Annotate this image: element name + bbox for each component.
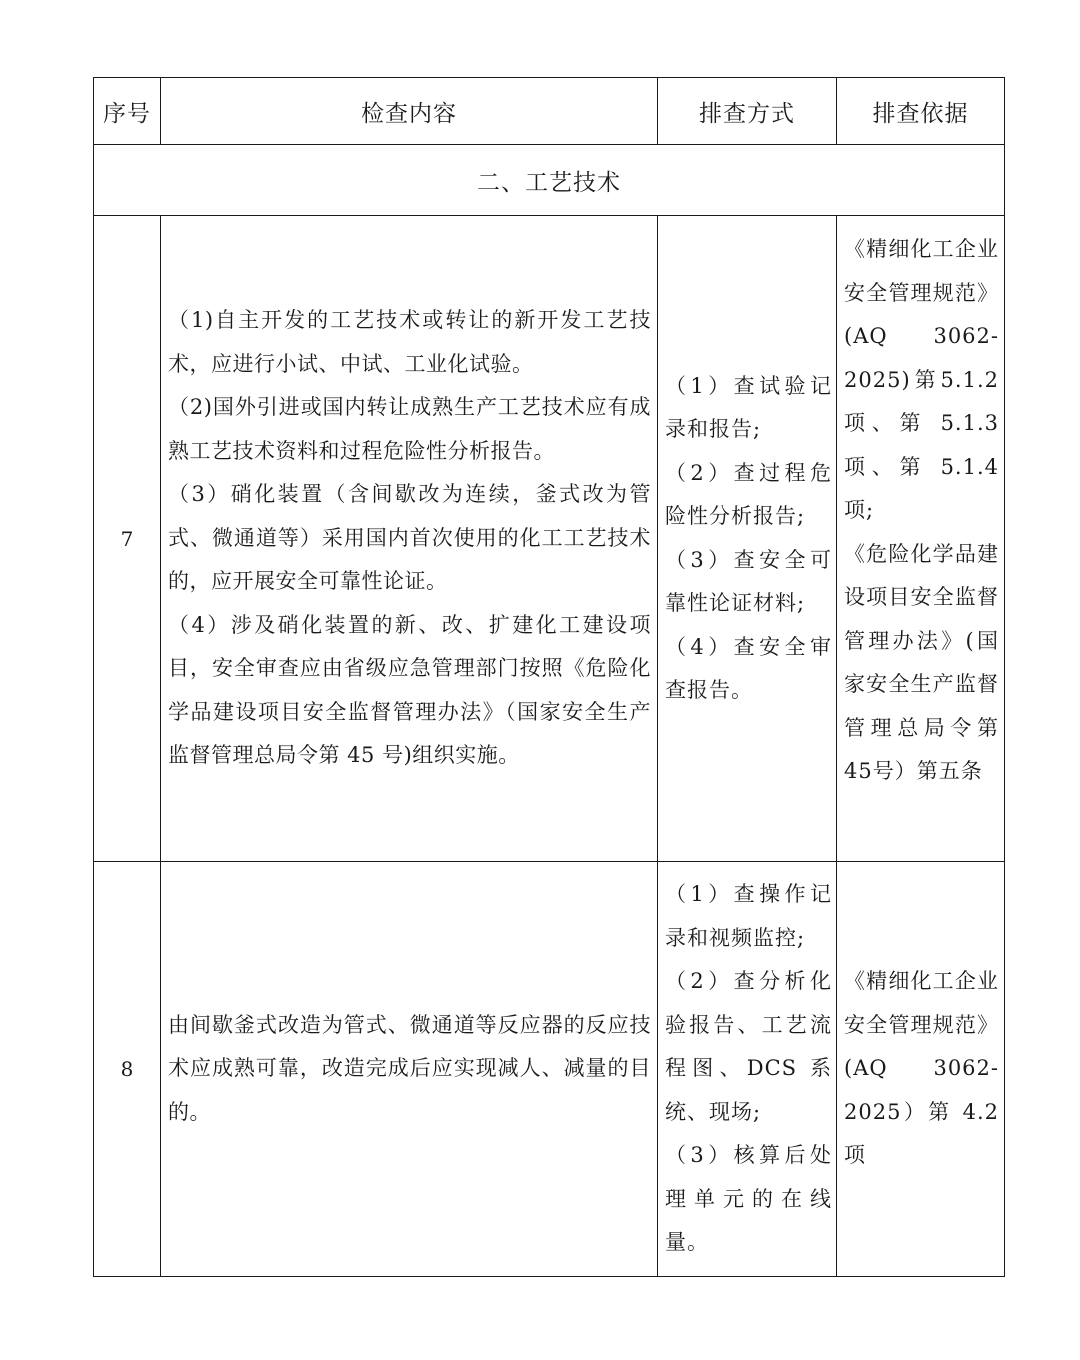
row-content (161, 862, 658, 1277)
table-row (94, 862, 1005, 1277)
table-row (94, 216, 1005, 862)
row-basis (837, 216, 1005, 862)
basis-item: 《精细化工企业安全管理规范》(AQ 3062-2025）第 4.2项 (844, 969, 999, 1168)
header-row (94, 78, 1005, 145)
content-item: （3）硝化装置（含间歇改为连续，釜式改为管式、微通道等）采用国内首次使用的化工工艺技术的，应开展安全可靠性论证。 (168, 482, 651, 594)
method-item: （3）核算后处理单元的在线量。 (665, 1143, 832, 1255)
header-basis: 排查依据 (837, 78, 1005, 145)
row-method (658, 216, 837, 862)
section-row (94, 145, 1005, 216)
method-item: （1）查操作记录和视频监控; (665, 882, 832, 950)
row-content (161, 216, 658, 862)
basis-item: 《危险化学品建设项目安全监督管理办法》(国家安全生产监督管理总局令第 45号）第五条 (844, 541, 999, 783)
row-method (658, 862, 837, 1277)
method-item: （2）查分析化验报告、工艺流程图、DCS 系统、现场; (665, 969, 832, 1124)
method-item: （3）查安全可靠性论证材料; (665, 547, 832, 615)
method-item: （4）查安全审查报告。 (665, 634, 832, 702)
content-item: 由间歇釜式改造为管式、微通道等反应器的反应技术应成熟可靠，改造完成后应实现减人、减量的目的。 (168, 1012, 651, 1124)
method-item: （1）查试验记录和报告; (665, 373, 832, 441)
content-item: （1)自主开发的工艺技术或转让的新开发工艺技术，应进行小试、中试、工业化试验。 (168, 308, 651, 376)
content-item: （4）涉及硝化装置的新、改、扩建化工建设项目，安全审查应由省级应急管理部门按照《危险化学品建设项目安全监督管理办法》（国家安全生产监督管理总局令第 45 号)组织实施。 (168, 612, 651, 768)
method-item: （2）查过程危险性分析报告; (665, 460, 832, 528)
inspection-table (93, 77, 1005, 1277)
content-item: （2)国外引进或国内转让成熟生产工艺技术应有成熟工艺技术资料和过程危险性分析报告。 (168, 395, 651, 463)
row-seq: 8 (94, 862, 161, 1277)
section-title: 二、工艺技术 (94, 145, 1005, 216)
basis-item: 《精细化工企业安全管理规范》(AQ 3062-2025)第5.1.2项、第 5.1.3项、第 5.1.4项; (844, 237, 999, 522)
header-method: 排查方式 (658, 78, 837, 145)
header-seq: 序号 (94, 78, 161, 145)
row-seq: 7 (94, 216, 161, 862)
row-basis (837, 862, 1005, 1277)
header-content: 检查内容 (161, 78, 658, 145)
